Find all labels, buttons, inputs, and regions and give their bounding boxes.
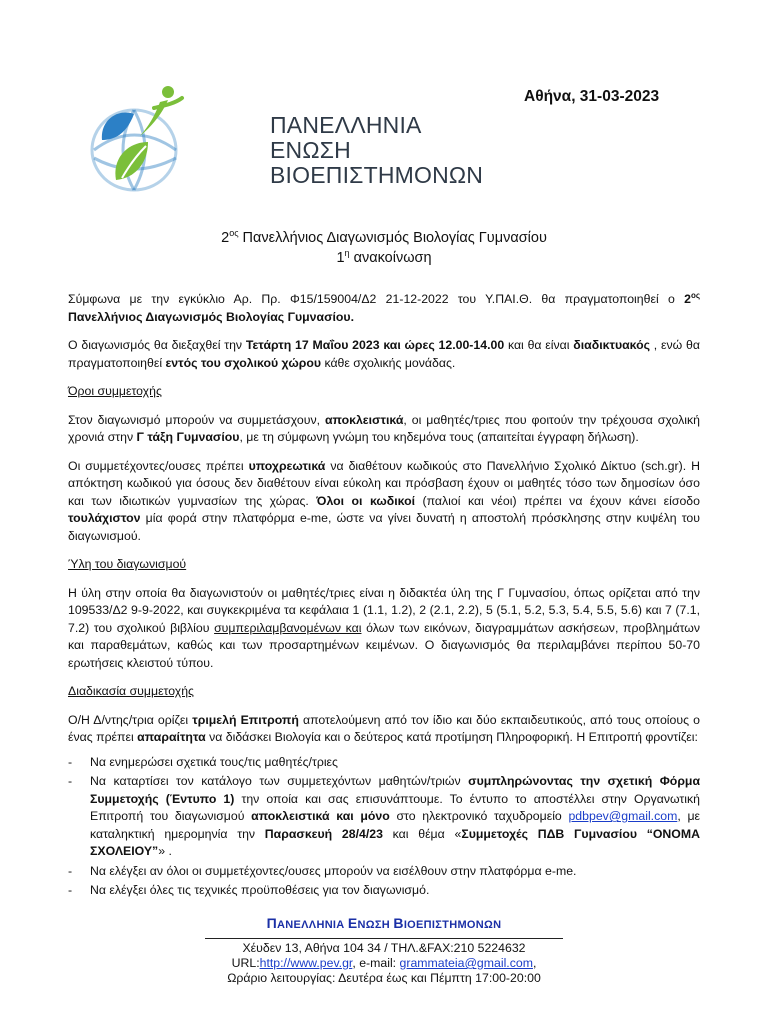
- text: , ενώ θα πραγματοποιηθεί: [68, 338, 700, 370]
- text: Ο διαγωνισμός θα διεξαχθεί την: [68, 338, 246, 353]
- text: Να καταρτίσει τον κατάλογο των συμμετεχόντων μαθητών/τριών: [90, 774, 469, 789]
- email-link[interactable]: pdbpev@gmail.com: [568, 809, 678, 824]
- text: , e-mail:: [352, 956, 400, 970]
- footer-hours: Ωράριο λειτουργίας: Δευτέρα έως και Πέμπτη 17:00-20:00: [227, 971, 541, 985]
- text: Σύμφωνα με την εγκύκλιο Αρ. Πρ. Φ15/159004/Δ2 21-12-2022 του Υ.ΠΑΙ.Θ. θα πραγματοποιηθεί ο: [68, 292, 685, 307]
- text: Ο/Η Δ/ντης/τρια ορίζει: [68, 712, 193, 727]
- section-heading-terms: Όροι συμμετοχής: [68, 384, 162, 399]
- text: (παλιοί και νέοι) πρέπει να έχουν κάνει είσοδο: [415, 493, 700, 508]
- procedure-list: [68, 754, 700, 900]
- intro-paragraph-2: [68, 337, 700, 372]
- text: , οι μαθητές/τριες που φοιτούν την τρέχουσα σχολική χρονιά στην: [68, 412, 700, 445]
- section-heading-procedure: Διαδικασία συμμετοχής: [68, 684, 194, 699]
- text: αποκλειστικά: [324, 412, 404, 427]
- footer-email-link[interactable]: grammateia@gmail.com: [399, 956, 533, 970]
- text: εντός του σχολικού χώρου: [165, 355, 322, 370]
- text: να διαθέτουν κωδικούς στο Πανελλήνιο Σχολικό Δίκτυο (sch.gr). Η απόκτηση κωδικού για όσους δεν διαθέτουν είναι εύκολη και πρόσβαση έχουν οι μαθητές τόσο των δημοσίων όσο και των ιδιωτικών γυμνασίων της χώρας.: [68, 458, 700, 508]
- footer-contact: [0, 956, 768, 971]
- text: Όλοι οι κωδικοί: [316, 493, 416, 508]
- text: , με τη σύμφωνη γνώμη του κηδεμόνα τους (απαιτείται έγγραφη δήλωση).: [239, 430, 639, 445]
- text: συμπληρώνοντας την σχετική Φόρμα Συμμετοχής (Έντυπο 1): [90, 774, 701, 806]
- document-title: [0, 228, 768, 246]
- text: ΝΩΣΗ: [357, 919, 394, 931]
- website-link[interactable]: http://www.pev.gr: [259, 956, 353, 970]
- text: ος: [690, 291, 700, 300]
- document-body: [68, 287, 700, 902]
- terms-paragraph-2: [68, 458, 700, 546]
- text: αποτελούμενη από τον ίδιο και δύο εκπαιδευτικούς, από τους οποίους ο ένας πρέπει: [68, 712, 700, 745]
- list-item: [90, 773, 700, 861]
- text: ΙΟΕΠΙΣΤΗΜΟΝΩΝ: [403, 919, 502, 931]
- list-item: - Να ενημερώσει σχετικά τους/τις μαθητές/τριες: [90, 754, 700, 772]
- text: και θέμα «: [382, 826, 462, 841]
- text: όλων των εικόνων, διαγραμμάτων ασκήσεων, προβλημάτων και παραθεμάτων, καθώς και των προσαρτημένων κειμένων. Ο διαγωνισμός θα περιλαμβάνει περίπου 50-70 ερωτήσεις κλειστού τύπου.: [68, 620, 701, 670]
- text: Πανελλήνιος Διαγωνισμός Βιολογίας Γυμνασίου.: [68, 309, 354, 324]
- list-item: - Να ελέγξει αν όλοι οι συμμετέχοντες/ουσες μπορούν να εισέλθουν στην πλατφόρμα e-me.: [90, 863, 700, 881]
- document-subtitle: [0, 248, 768, 266]
- text: αποκλειστικά και μόνο: [251, 809, 390, 824]
- text: και θα είναι: [504, 338, 574, 353]
- logo-line-3: ΒΙΟΕΠΙΣΤΗΜΟΝΩΝ: [270, 162, 484, 188]
- text: συμπεριλαμβανομένων και: [214, 620, 362, 635]
- text: υποχρεωτικά: [248, 458, 326, 473]
- subtitle-ordinal: η: [344, 248, 350, 258]
- organization-logo: [82, 80, 484, 195]
- text: κάθε σχολικής μονάδας.: [321, 355, 456, 370]
- footer: [0, 916, 768, 986]
- footer-organization-name: [0, 916, 768, 933]
- title-number: 2: [221, 229, 230, 246]
- title-ordinal: ος: [229, 228, 239, 238]
- procedure-paragraph: [68, 712, 700, 747]
- text: Ε: [347, 915, 358, 931]
- text: τριμελή Επιτροπή: [192, 712, 299, 727]
- text: τουλάχιστον: [68, 511, 141, 526]
- intro-paragraph-1: [68, 287, 700, 326]
- text: Στον διαγωνισμό μπορούν να συμμετάσχουν,: [68, 412, 325, 427]
- text: Τετάρτη 17 Μαΐου 2023 και ώρες 12.00-14.00: [245, 338, 505, 353]
- text: διαδικτυακός: [573, 338, 651, 353]
- subtitle-text: ανακοίνωση: [349, 249, 432, 266]
- text: ,: [532, 956, 537, 970]
- text: URL:: [231, 956, 260, 970]
- list-item: - Να ελέγξει όλες τις τεχνικές προϋποθέσεις για τον διαγωνισμό.: [90, 882, 700, 900]
- dateline: Αθήνα, 31-03-2023: [524, 88, 660, 105]
- text: στο ηλεκτρονικό ταχυδρομείο: [389, 809, 569, 824]
- subtitle-number: 1: [336, 249, 345, 266]
- text: Β: [393, 915, 404, 931]
- text: να διδάσκει Βιολογία και ο δεύτερος κατά προτίμηση Πληροφορική. Η Επιτροπή φροντίζει:: [205, 730, 698, 745]
- syllabus-paragraph: [68, 585, 700, 673]
- text: » .: [158, 844, 172, 859]
- text: ΑΝΕΛΛΗΝΙΑ: [277, 919, 348, 931]
- text: Συμμετοχές ΠΔΒ Γυμνασίου “ΟΝΟΜΑ ΣΧΟΛΕΙΟΥ”: [90, 826, 700, 859]
- text: Π: [266, 915, 278, 931]
- globe-leaf-icon: [82, 80, 192, 195]
- text: Οι συμμετέχοντες/ουσες πρέπει: [68, 458, 249, 473]
- text: Γ τάξη Γυμνασίου: [136, 430, 240, 445]
- footer-address: Χέυδεν 13, Αθήνα 104 34 / ΤΗΛ.&FAX:210 5224632: [242, 941, 526, 955]
- text: απαραίτητα: [137, 730, 206, 745]
- text: Η ύλη στην οποία θα διαγωνιστούν οι μαθητές/τριες είναι η διδακτέα ύλη της Γ Γυμνασίου, όπως ορίζεται από την 109533/Δ2 9-9-2022, και συγκεκριμένα τα κεφάλαια 1 (1.1, 1.2), 2 (2.1, 2.2), 5 (5.1, 5.2, 5.3, 5.4, 5.5, 5.6) και 7 (7.1, 7.2) του σχολικού βιβλίου: [68, 585, 700, 635]
- terms-paragraph-1: [68, 412, 700, 447]
- title-text: Πανελλήνιος Διαγωνισμός Βιολογίας Γυμνασίου: [238, 229, 547, 246]
- text: 2: [684, 292, 691, 307]
- text: Παρασκευή 28/4/23: [264, 826, 383, 841]
- text: την οποία και σας επισυνάπτουμε. Το έντυπο το αποστέλλει στην Οργανωτική Επιτροπή του διαγωνισμού: [90, 791, 700, 824]
- section-heading-syllabus: Ύλη του διαγωνισμού: [68, 557, 187, 572]
- text: μία φορά στην πλατφόρμα e-me, ώστε να γίνει δυνατή η αποστολή πρόσκλησης στην κυψέλη του διαγωνισμού.: [68, 511, 700, 543]
- logo-line-2: ΕΝΩΣΗ: [270, 137, 351, 163]
- logo-line-1: ΠΑΝΕΛΛΗΝΙΑ: [270, 112, 422, 138]
- text: , με καταληκτική ημερομηνία την: [90, 809, 701, 841]
